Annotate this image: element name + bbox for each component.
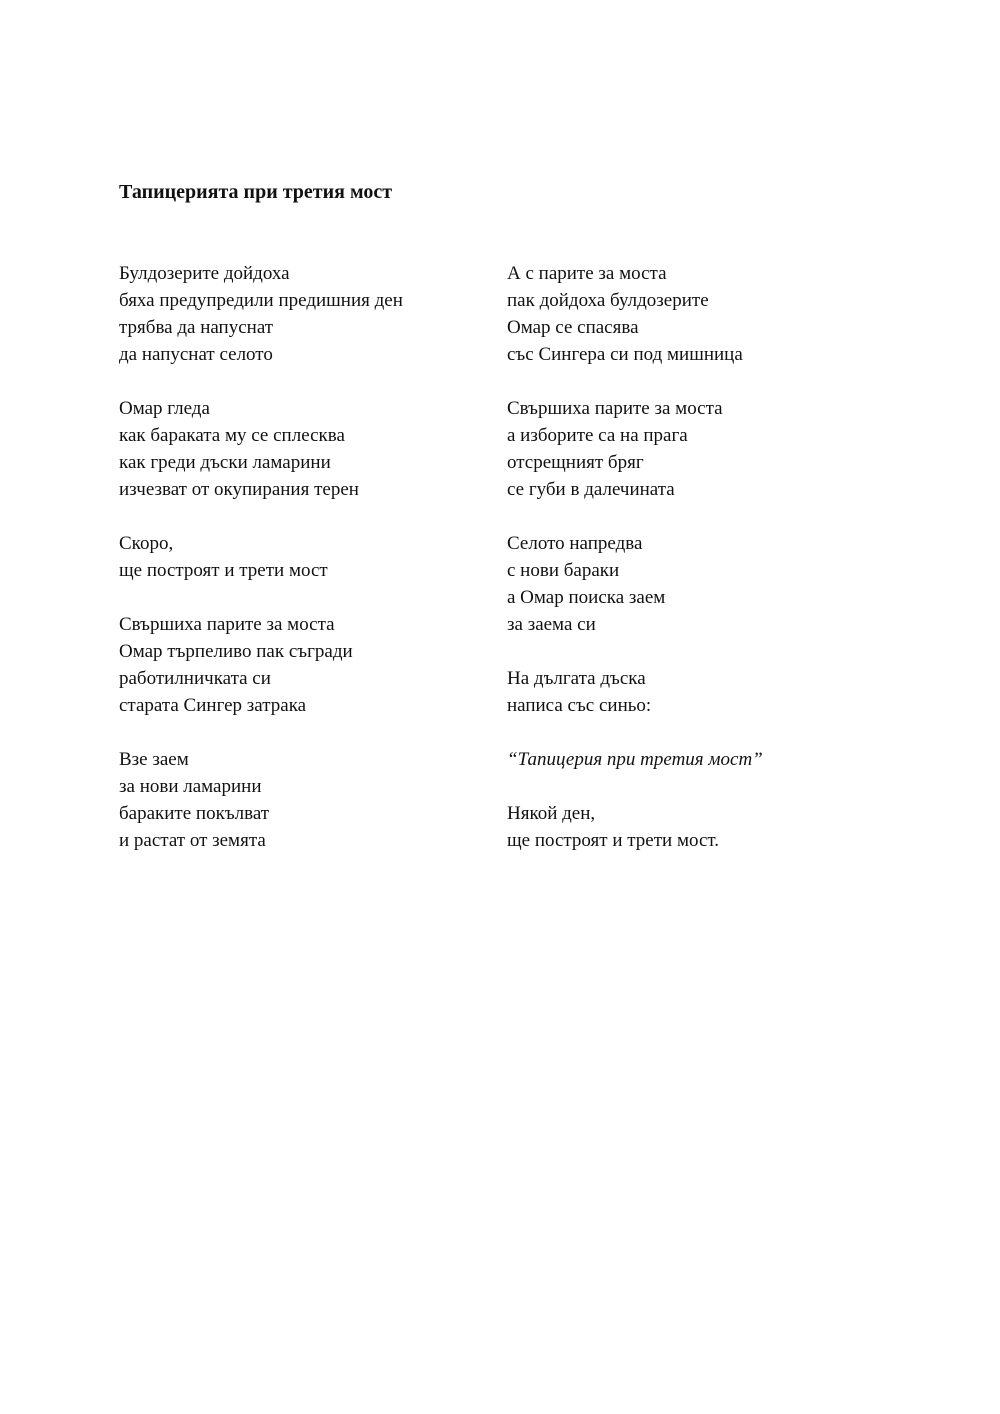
stanza — [507, 800, 887, 854]
poem-line: със Сингера си под мишница — [507, 344, 743, 365]
poem-line: се губи в далечината — [507, 479, 675, 500]
poem-line: Омар се спасява — [507, 317, 639, 338]
poem-line: бараките покълват — [119, 803, 270, 824]
stanza — [119, 530, 499, 584]
stanza — [119, 611, 499, 719]
poem-title: Тапицерията при третия мост — [119, 181, 393, 203]
poem-line: а Омар поиска заем — [507, 587, 666, 608]
poem-line: а изборите са на прага — [507, 425, 688, 446]
right-column — [507, 260, 887, 881]
poem-line: пак дойдоха булдозерите — [507, 290, 709, 311]
left-column — [119, 260, 499, 881]
poem-line: написа със синьо: — [507, 695, 652, 716]
stanza — [119, 746, 499, 854]
stanza — [507, 395, 887, 503]
sign-inscription: “Тапицерия при третия мост” — [507, 749, 763, 770]
poem-line: А с парите за моста — [507, 263, 667, 284]
poem-line: Омар гледа — [119, 398, 210, 419]
poem-line: работилничката си — [119, 668, 271, 689]
poem-line: На дългата дъска — [507, 668, 646, 689]
poem-line: Свършиха парите за моста — [119, 614, 335, 635]
poem-line: Булдозерите дойдоха — [119, 263, 290, 284]
stanza — [507, 260, 887, 368]
poem-line: за нови ламарини — [119, 776, 262, 797]
poem-line: бяха предупредили предишния ден — [119, 290, 403, 311]
poem-line: Омар търпеливо пак съгради — [119, 641, 353, 662]
poem-line: Взе заем — [119, 749, 189, 770]
poem-line: ще построят и трети мост — [119, 560, 328, 581]
poem-line: Някой ден, — [507, 803, 596, 824]
poem-line: ще построят и трети мост. — [507, 830, 720, 851]
poem-line: Скоро, — [119, 533, 174, 554]
poem-line: за заема си — [507, 614, 596, 635]
poem-line: как греди дъски ламарини — [119, 452, 331, 473]
poem-line: да напуснат селото — [119, 344, 273, 365]
poem-line: как бараката му се сплесква — [119, 425, 345, 446]
poem-line: и растат от земята — [119, 830, 266, 851]
stanza — [507, 530, 887, 638]
poem-line: отсрещният бряг — [507, 452, 644, 473]
stanza — [507, 746, 887, 773]
poem-line: с нови бараки — [507, 560, 620, 581]
poem-line: трябва да напуснат — [119, 317, 274, 338]
poem-line: Свършиха парите за моста — [507, 398, 723, 419]
poem-line: Селото напредва — [507, 533, 643, 554]
stanza — [119, 260, 499, 368]
stanza — [119, 395, 499, 503]
stanza — [507, 665, 887, 719]
poem-line: старата Сингер затрака — [119, 695, 307, 716]
poem-line: изчезват от окупирания терен — [119, 479, 359, 500]
